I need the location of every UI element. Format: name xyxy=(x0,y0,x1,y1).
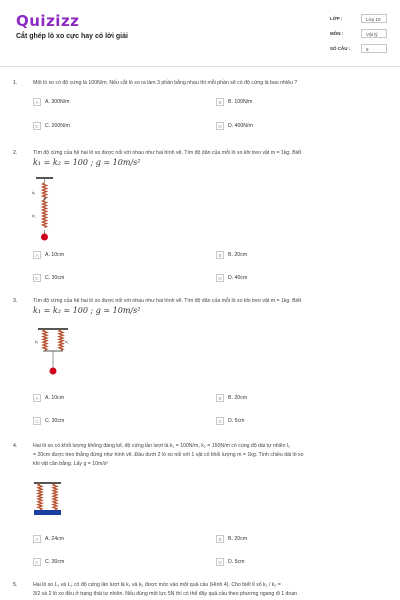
question-text: Tìm độ cứng của hệ hai lò xo được nối với nhau như hai hình vẽ. Tìm độ dãn của mỗi lò xo khi treo vật m = 1kg. Biết xyxy=(33,298,302,304)
option-box[interactable]: C xyxy=(33,274,41,282)
option-label: A. 300N/m xyxy=(45,99,70,105)
option-a[interactable] xyxy=(33,98,70,106)
spring-k2 xyxy=(53,484,57,510)
option-a[interactable] xyxy=(33,535,64,543)
ceiling-support xyxy=(34,482,61,484)
option-label: C. 200N/m xyxy=(45,123,70,129)
option-box[interactable]: D xyxy=(216,558,224,566)
option-box[interactable]: C xyxy=(33,417,41,425)
question-number: 1. xyxy=(13,80,18,86)
question-text-line-2: 3/2 và 2 lò xo đều ở trạng thái tự nhiên. Nếu dùng một lực 5N thì có thể đẩy quả cầu theo phương ngang đi 1 đoạn xyxy=(33,591,298,597)
option-c[interactable] xyxy=(33,417,64,425)
option-b[interactable] xyxy=(216,535,247,543)
option-box[interactable]: B xyxy=(216,535,224,543)
question-formula: k₁ = k₂ = 100 ; g = 10m/s² xyxy=(33,306,141,315)
option-box[interactable]: C xyxy=(33,122,41,130)
spring-plate-figure xyxy=(33,481,63,517)
ceiling-support xyxy=(38,328,68,330)
option-box[interactable]: A xyxy=(33,251,41,259)
option-box[interactable]: B xyxy=(216,251,224,259)
option-box[interactable]: D xyxy=(216,274,224,282)
question-number: 5. xyxy=(13,582,18,588)
option-label: B. 20cm xyxy=(228,395,248,401)
option-d[interactable] xyxy=(216,122,253,130)
option-label: D. 400N/m xyxy=(228,123,253,129)
option-label: B. 20cm xyxy=(228,536,248,542)
option-label: C. 30cm xyxy=(45,559,65,565)
option-d[interactable] xyxy=(216,417,244,425)
parallel-spring-figure xyxy=(32,326,74,382)
option-label: B. 20cm xyxy=(228,252,248,258)
spring-k2 xyxy=(43,200,47,228)
hanging-mass xyxy=(41,234,48,241)
option-b[interactable] xyxy=(216,98,253,106)
svg-text:k₂: k₂ xyxy=(65,339,69,344)
option-box[interactable]: B xyxy=(216,394,224,402)
question-formula: k₁ = k₂ = 100 ; g = 10m/s² xyxy=(33,158,141,167)
option-label: D. 5cm xyxy=(228,418,245,424)
question-count-label: SỐ CÂU : xyxy=(330,46,351,51)
worksheet-title: Cắt ghép lò xo cực hay có lời giải xyxy=(16,33,128,40)
option-label: A. 10cm xyxy=(45,395,65,401)
svg-text:k₁: k₁ xyxy=(35,339,39,344)
class-field[interactable]: Lớp 10 xyxy=(361,14,387,23)
spring-k1 xyxy=(43,330,47,350)
question-count-field[interactable]: 5 xyxy=(361,44,387,53)
option-box[interactable]: A xyxy=(33,394,41,402)
ceiling-support xyxy=(36,177,53,179)
question-number: 3. xyxy=(13,298,18,304)
svg-text:k₁: k₁ xyxy=(32,190,36,195)
spring-k1 xyxy=(43,183,47,199)
option-box[interactable]: C xyxy=(33,558,41,566)
question-text-line-1: Hai lò xo có khối lượng không đáng kể, độ cứng lần lượt là k₁ = 100N/m, k₂ = 150N/m có cùng độ dài tự nhiên l₀ xyxy=(33,443,291,449)
option-label: A. 24cm xyxy=(45,536,65,542)
worksheet-header xyxy=(0,0,400,66)
question-text: Tìm độ cứng của hệ hai lò xo được nối với nhau như hai hình vẽ. Tìm độ dãn của mỗi lò xo khi treo vật m = 1kg. Biết xyxy=(33,150,302,156)
subject-label: MÔN : xyxy=(330,31,344,36)
option-box[interactable]: D xyxy=(216,417,224,425)
option-d[interactable] xyxy=(216,558,244,566)
question-number: 2. xyxy=(13,150,18,156)
option-b[interactable] xyxy=(216,251,247,259)
option-label: A. 10cm xyxy=(45,252,65,258)
option-a[interactable] xyxy=(33,251,64,259)
question-text: Một lò xo có độ cứng là 100N/m. Nếu cắt lò xo ra làm 3 phần bằng nhau thì mỗi phần sẽ có độ cứng là bao nhiêu ? xyxy=(33,80,298,86)
quizizz-logo[interactable]: Quizizz xyxy=(16,12,80,30)
mass-plate xyxy=(34,510,61,515)
option-label: D. 5cm xyxy=(228,559,245,565)
svg-text:k₂: k₂ xyxy=(32,213,36,218)
question-text-line-2: = 20cm được treo thẳng đứng như hình vẽ. Đầu dưới 2 lò xo nối với 1 vật có khối lượng m = 1kg. Tính chiều dài lò xo xyxy=(33,452,304,458)
option-b[interactable] xyxy=(216,394,247,402)
question-number: 4. xyxy=(13,443,18,449)
option-label: C. 30cm xyxy=(45,275,65,281)
question-text-line-3: khi vật cân bằng. Lấy g = 10m/s² xyxy=(33,461,109,467)
hanging-mass xyxy=(50,368,57,375)
class-label: LỚP : xyxy=(330,16,343,21)
option-a[interactable] xyxy=(33,394,64,402)
option-label: C. 30cm xyxy=(45,418,65,424)
spring-k1 xyxy=(38,484,42,510)
option-box[interactable]: A xyxy=(33,98,41,106)
option-label: B. 100N/m xyxy=(228,99,253,105)
option-label: D. 40cm xyxy=(228,275,248,281)
option-box[interactable]: D xyxy=(216,122,224,130)
option-c[interactable] xyxy=(33,558,64,566)
option-c[interactable] xyxy=(33,122,70,130)
question-text-line-1: Hai lò xo L₁ và L₂ có độ cứng lần lượt là k₁ và k₂ được móc vào một quả cầu (Hình 4). Cho biết tỉ số k₁ / k₂ = xyxy=(33,582,281,588)
header-divider xyxy=(0,66,400,67)
subject-field[interactable]: Vật lý xyxy=(361,29,387,38)
spring-k2 xyxy=(59,330,63,350)
option-box[interactable]: A xyxy=(33,535,41,543)
option-c[interactable] xyxy=(33,274,64,282)
option-d[interactable] xyxy=(216,274,247,282)
option-box[interactable]: B xyxy=(216,98,224,106)
series-spring-figure xyxy=(30,176,60,244)
